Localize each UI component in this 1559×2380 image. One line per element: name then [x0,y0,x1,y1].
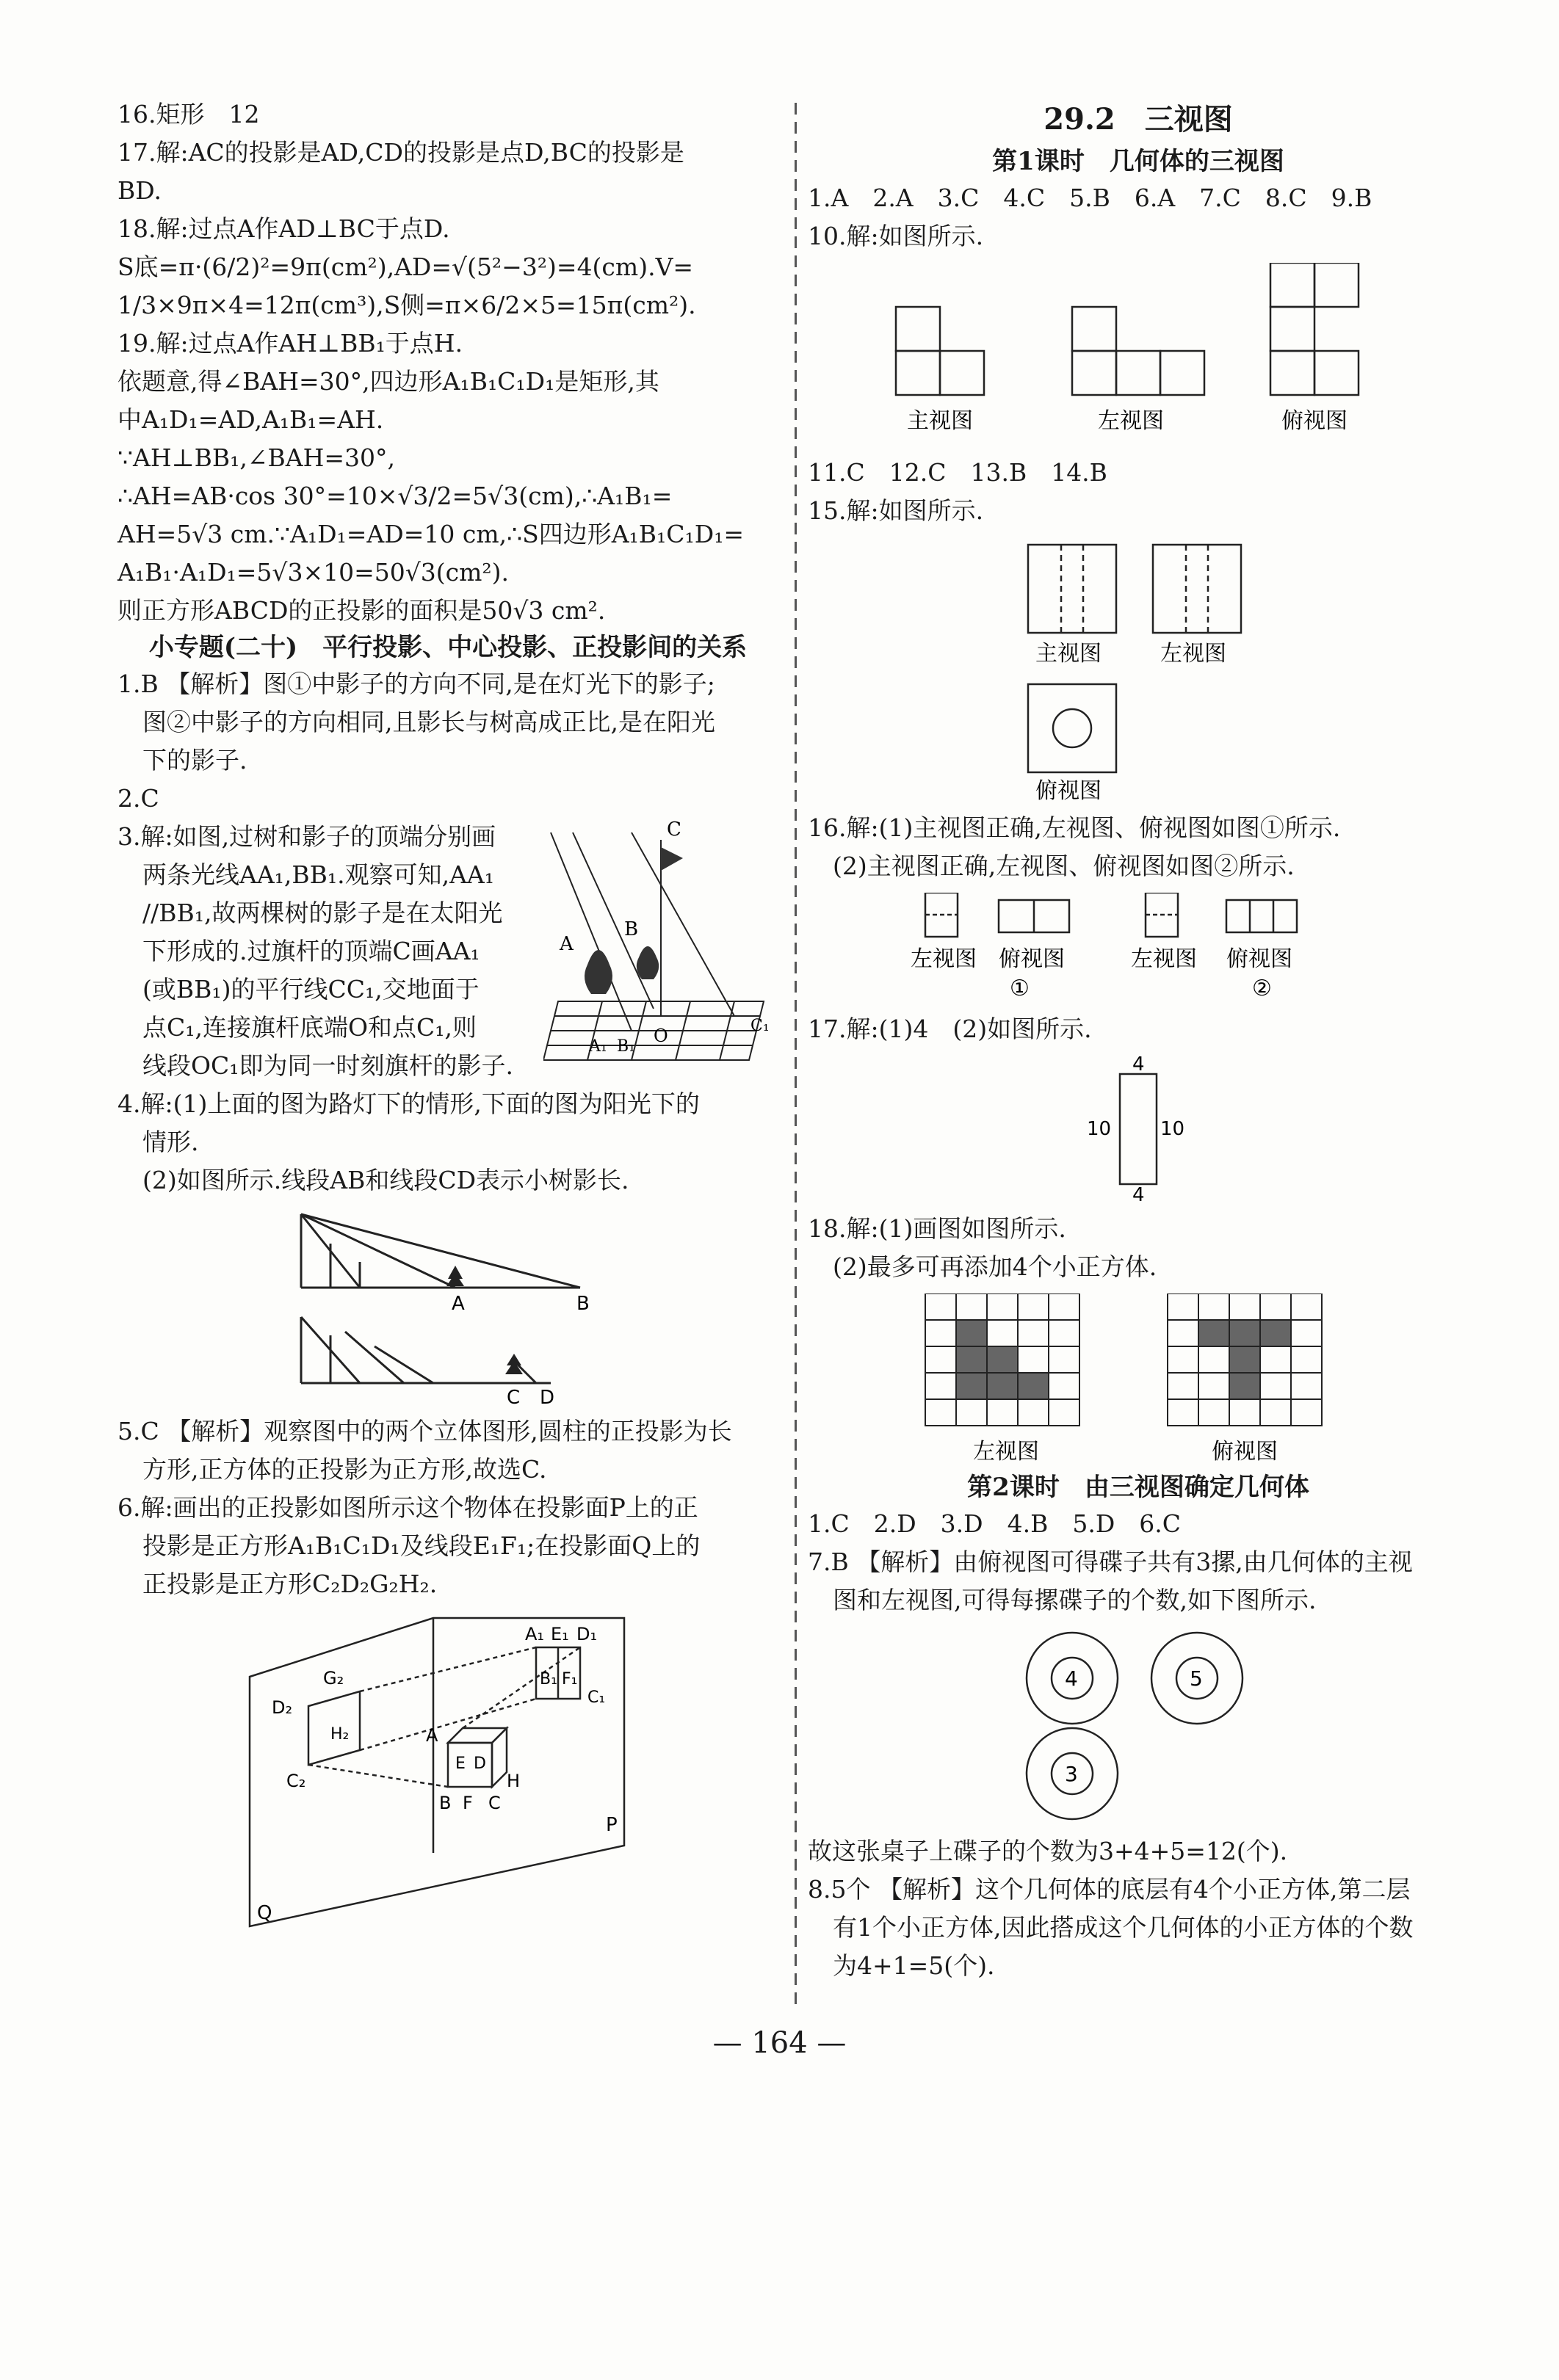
grid-cell [1260,1399,1291,1426]
fig4-label: C [507,1387,521,1405]
grid-cell [1229,1399,1260,1426]
grid-cell [1229,1294,1260,1320]
grid-cell [1198,1399,1229,1426]
text-line: 情形. [142,1128,199,1156]
fig6-label: C₂ [286,1771,306,1791]
text-line: 18.解:过点A作AD⊥BC于点D. [117,214,450,243]
answer-16 [808,809,1469,885]
fig4-label: D [540,1387,555,1405]
text-line: 依题意,得∠BAH=30°,四边形A₁B₁C₁D₁是矩形,其 [117,367,659,396]
grid-cell [1049,1320,1079,1346]
text-line: A₁B₁·A₁D₁=5√3×10=50√3(cm²). [117,558,509,587]
grid-cell [956,1346,987,1373]
grid-cell [1049,1346,1079,1373]
fig6-label: E₁ [551,1624,569,1644]
answer-8 [808,1871,1469,1985]
answer-10: 10.解:如图所示. [808,222,984,250]
figure-q7-plates [1006,1627,1270,1825]
text-line: (2)最多可再添加4个小正方体. [833,1252,1157,1281]
dimension-label: 4 [1132,1184,1145,1202]
figure-q16-views [903,893,1373,1003]
grid-cell [1018,1399,1049,1426]
grid-cell [1198,1373,1229,1399]
fig3-label: B₁ [617,1037,635,1056]
fig3-label: O [654,1026,668,1046]
text-line: 点C₁,连接旗杆底端O和点C₁,则 [142,1013,477,1042]
figure-q15-views [1006,537,1270,802]
fig6-label: D [474,1755,486,1773]
view-label: 左视图 [911,946,977,972]
text-line: 8.5个 【解析】这个几何体的底层有4个小正方体,第二层 [808,1875,1411,1904]
grid-cell [1018,1346,1049,1373]
grid-cell [1168,1373,1198,1399]
answer-q4 [117,1085,778,1200]
fig3-label: A [560,933,574,955]
figure-q17-rectangle [1065,1056,1212,1202]
text-line: 下形成的.过旗杆的顶端C画AA₁ [142,937,480,965]
text-line: 有1个小正方体,因此搭成这个几何体的小正方体的个数 [833,1913,1414,1942]
text-line: 5.C 【解析】观察图中的两个立体图形,圆柱的正投影为长 [117,1417,732,1445]
fig6-label: C [488,1793,501,1813]
left-answers [117,95,778,630]
answer-17: 17.解:(1)4 (2)如图所示. [808,1015,1092,1043]
section-title: 29.2 三视图 [1043,102,1233,137]
text-line: (2)主视图正确,左视图、俯视图如图②所示. [833,852,1295,880]
text-line: 3.解:如图,过树和影子的顶端分别画 [117,822,496,851]
text-line: 6.解:画出的正投影如图所示这个物体在投影面P上的正 [117,1493,698,1522]
figure-mark: ① [1010,976,1030,1001]
grid-cell [925,1373,956,1399]
grid-cell [956,1373,987,1399]
figure-q18-grids [903,1294,1373,1462]
grid-cell [987,1346,1018,1373]
right-column [808,95,1469,1985]
figure-q3-shadows [543,818,778,1075]
figure-q6-projections [242,1611,654,1934]
grid-cell [1291,1320,1322,1346]
view-label: 俯视图 [999,946,1065,972]
lesson1-title: 第1课时 几何体的三视图 [992,147,1284,176]
text-line: 4.解:(1)上面的图为路灯下的情形,下面的图为阳光下的 [117,1089,700,1118]
grid-cell [1198,1346,1229,1373]
text-line: 1/3×9π×4=12π(cm³),S侧=π×6/2×5=15π(cm²). [117,291,696,319]
figure-q4-trees [286,1207,610,1405]
text-line: 线段OC₁即为同一时刻旗杆的影子. [142,1051,514,1080]
grid-cell [1198,1294,1229,1320]
text-line: ∵AH⊥BB₁,∠BAH=30°, [117,443,396,472]
fig4-label: B [576,1293,590,1315]
fig6-label: A [426,1725,438,1746]
text-line: 则正方形ABCD的正投影的面积是50√3 cm². [117,596,606,625]
fig3-label: B [624,918,639,940]
figure-mark: ② [1252,976,1272,1001]
grid-cell [1168,1399,1198,1426]
grid-cell [1260,1373,1291,1399]
grid-cell [1049,1373,1079,1399]
grid-cell [1260,1320,1291,1346]
grid-cell [925,1346,956,1373]
grid-cell [1291,1373,1322,1399]
view-label: 俯视图 [1281,408,1348,434]
dimension-label: 4 [1132,1056,1145,1075]
text-line: AH=5√3 cm.∵A₁D₁=AD=10 cm,∴S四边形A₁B₁C₁D₁= [117,520,745,548]
topic-heading: 小专题(二十) 平行投影、中心投影、正投影间的关系 [148,633,748,662]
fig3-label: C [667,819,681,841]
grid-cell [1229,1346,1260,1373]
text-line: 7.B 【解析】由俯视图可得碟子共有3摞,由几何体的主视 [808,1548,1413,1576]
fig6-label: P [606,1814,618,1836]
fig6-label: G₂ [323,1668,344,1688]
plate-count: 5 [1190,1666,1203,1691]
grid-left-view [925,1294,1079,1426]
fig6-label: H₂ [330,1725,350,1744]
text-line: 17.解:AC的投影是AD,CD的投影是点D,BC的投影是 [117,138,684,167]
fig6-label: C₁ [587,1688,606,1707]
answer-7-conclusion: 故这张桌子上碟子的个数为3+4+5=12(个). [808,1837,1288,1865]
grid-cell [1260,1294,1291,1320]
text-line: 两条光线AA₁,BB₁.观察可知,AA₁ [142,860,494,889]
grid-cell [1291,1346,1322,1373]
column-divider [795,103,797,2011]
figure-q10-views [859,263,1417,446]
text-line: 18.解:(1)画图如图所示. [808,1214,1066,1243]
grid-cell [1049,1294,1079,1320]
text-line: (2)如图所示.线段AB和线段CD表示小树影长. [142,1166,629,1194]
answer-q3 [117,818,529,1085]
answer-18 [808,1210,1469,1286]
fig3-label: C₁ [750,1017,770,1035]
text-line: 中A₁D₁=AD,A₁B₁=AH. [117,405,384,434]
text-line: //BB₁,故两棵树的影子是在太阳光 [142,899,503,927]
view-label: 左视图 [1098,408,1164,434]
grid-cell [987,1294,1018,1320]
grid-cell [1291,1294,1322,1320]
text-line: 图②中影子的方向相同,且影长与树高成正比,是在阳光 [142,708,715,736]
grid-cell [987,1399,1018,1426]
fig4-label: A [452,1293,465,1315]
grid-cell [1198,1320,1229,1346]
fig6-label: D₂ [272,1697,293,1718]
text-line: (或BB₁)的平行线CC₁,交地面于 [142,975,480,1004]
answer-q3-block [117,818,778,1085]
answers-1-9: 1.A 2.A 3.C 4.C 5.B 6.A 7.C 8.C 9.B [808,184,1372,212]
plate-count: 4 [1065,1666,1078,1691]
text-line: 图和左视图,可得每摞碟子的个数,如下图所示. [833,1586,1317,1614]
text-line: S底=π·(6/2)²=9π(cm²),AD=√(5²−3²)=4(cm).V= [117,253,694,281]
fig3-label: A₁ [589,1037,607,1056]
grid-cell [987,1320,1018,1346]
fig6-label: F [463,1793,473,1813]
grid-cell [1168,1320,1198,1346]
fig6-label: B₁ [540,1670,557,1688]
grid-cell [925,1399,956,1426]
page-number: — 164 — [712,2026,847,2060]
text-line: 16.矩形 12 [117,100,260,128]
grid-cell [987,1373,1018,1399]
text-line: 为4+1=5(个). [833,1951,995,1980]
fig6-label: Q [257,1902,272,1924]
view-label: 主视图 [1035,641,1102,667]
grid-top-view [1168,1294,1322,1426]
view-label: 主视图 [907,408,973,434]
view-label: 俯视图 [1035,778,1102,802]
dimension-label: 10 [1160,1118,1185,1140]
grid-cell [956,1320,987,1346]
answers-l2-1-6: 1.C 2.D 3.D 4.B 5.D 6.C [808,1509,1182,1538]
view-label: 左视图 [1160,641,1226,667]
grid-cell [1229,1373,1260,1399]
view-label: 俯视图 [1212,1439,1278,1462]
text-line: 投影是正方形A₁B₁C₁D₁及线段E₁F₁;在投影面Q上的 [142,1531,701,1560]
fig6-label: D₁ [576,1624,598,1644]
text-line: ∴AH=AB·cos 30°=10×√3/2=5√3(cm),∴A₁B₁= [117,482,673,510]
answers-11-14: 11.C 12.C 13.B 14.B [808,458,1107,487]
text-line: 19.解:过点A作AH⊥BB₁于点H. [117,329,463,358]
fig6-label: H [507,1771,521,1791]
grid-cell [1018,1294,1049,1320]
text-line: 1.B 【解析】图①中影子的方向不同,是在灯光下的影子; [117,670,715,698]
lesson2-title: 第2课时 由三视图确定几何体 [967,1473,1309,1502]
text-line: 16.解:(1)主视图正确,左视图、俯视图如图①所示. [808,813,1341,842]
answer-q2: 2.C [117,784,159,813]
view-label: 左视图 [1131,946,1197,972]
text-line: 下的影子. [142,746,247,774]
grid-cell [1168,1294,1198,1320]
plate-count: 3 [1065,1762,1078,1786]
answer-q1 [117,665,778,780]
view-label: 俯视图 [1226,946,1292,972]
fig6-label: E [455,1755,466,1773]
dimension-label: 10 [1087,1118,1112,1140]
grid-cell [1229,1320,1260,1346]
grid-cell [956,1399,987,1426]
grid-cell [956,1294,987,1320]
grid-cell [1049,1399,1079,1426]
answer-q6 [117,1489,778,1603]
fig6-label: A₁ [525,1624,545,1644]
grid-cell [1168,1346,1198,1373]
text-line: 正投影是正方形C₂D₂G₂H₂. [142,1570,438,1598]
fig6-label: B [439,1793,452,1813]
answer-q5 [117,1412,778,1489]
grid-cell [1291,1399,1322,1426]
view-label: 左视图 [973,1439,1039,1462]
grid-cell [925,1320,956,1346]
left-column [117,95,778,1941]
text-line: BD. [117,176,162,205]
answer-15: 15.解:如图所示. [808,496,984,525]
grid-cell [1018,1320,1049,1346]
grid-cell [1260,1346,1291,1373]
answer-7 [808,1543,1469,1619]
fig6-label: F₁ [562,1670,578,1688]
text-line: 方形,正方体的正投影为正方形,故选C. [142,1455,547,1484]
grid-cell [1018,1373,1049,1399]
grid-cell [925,1294,956,1320]
